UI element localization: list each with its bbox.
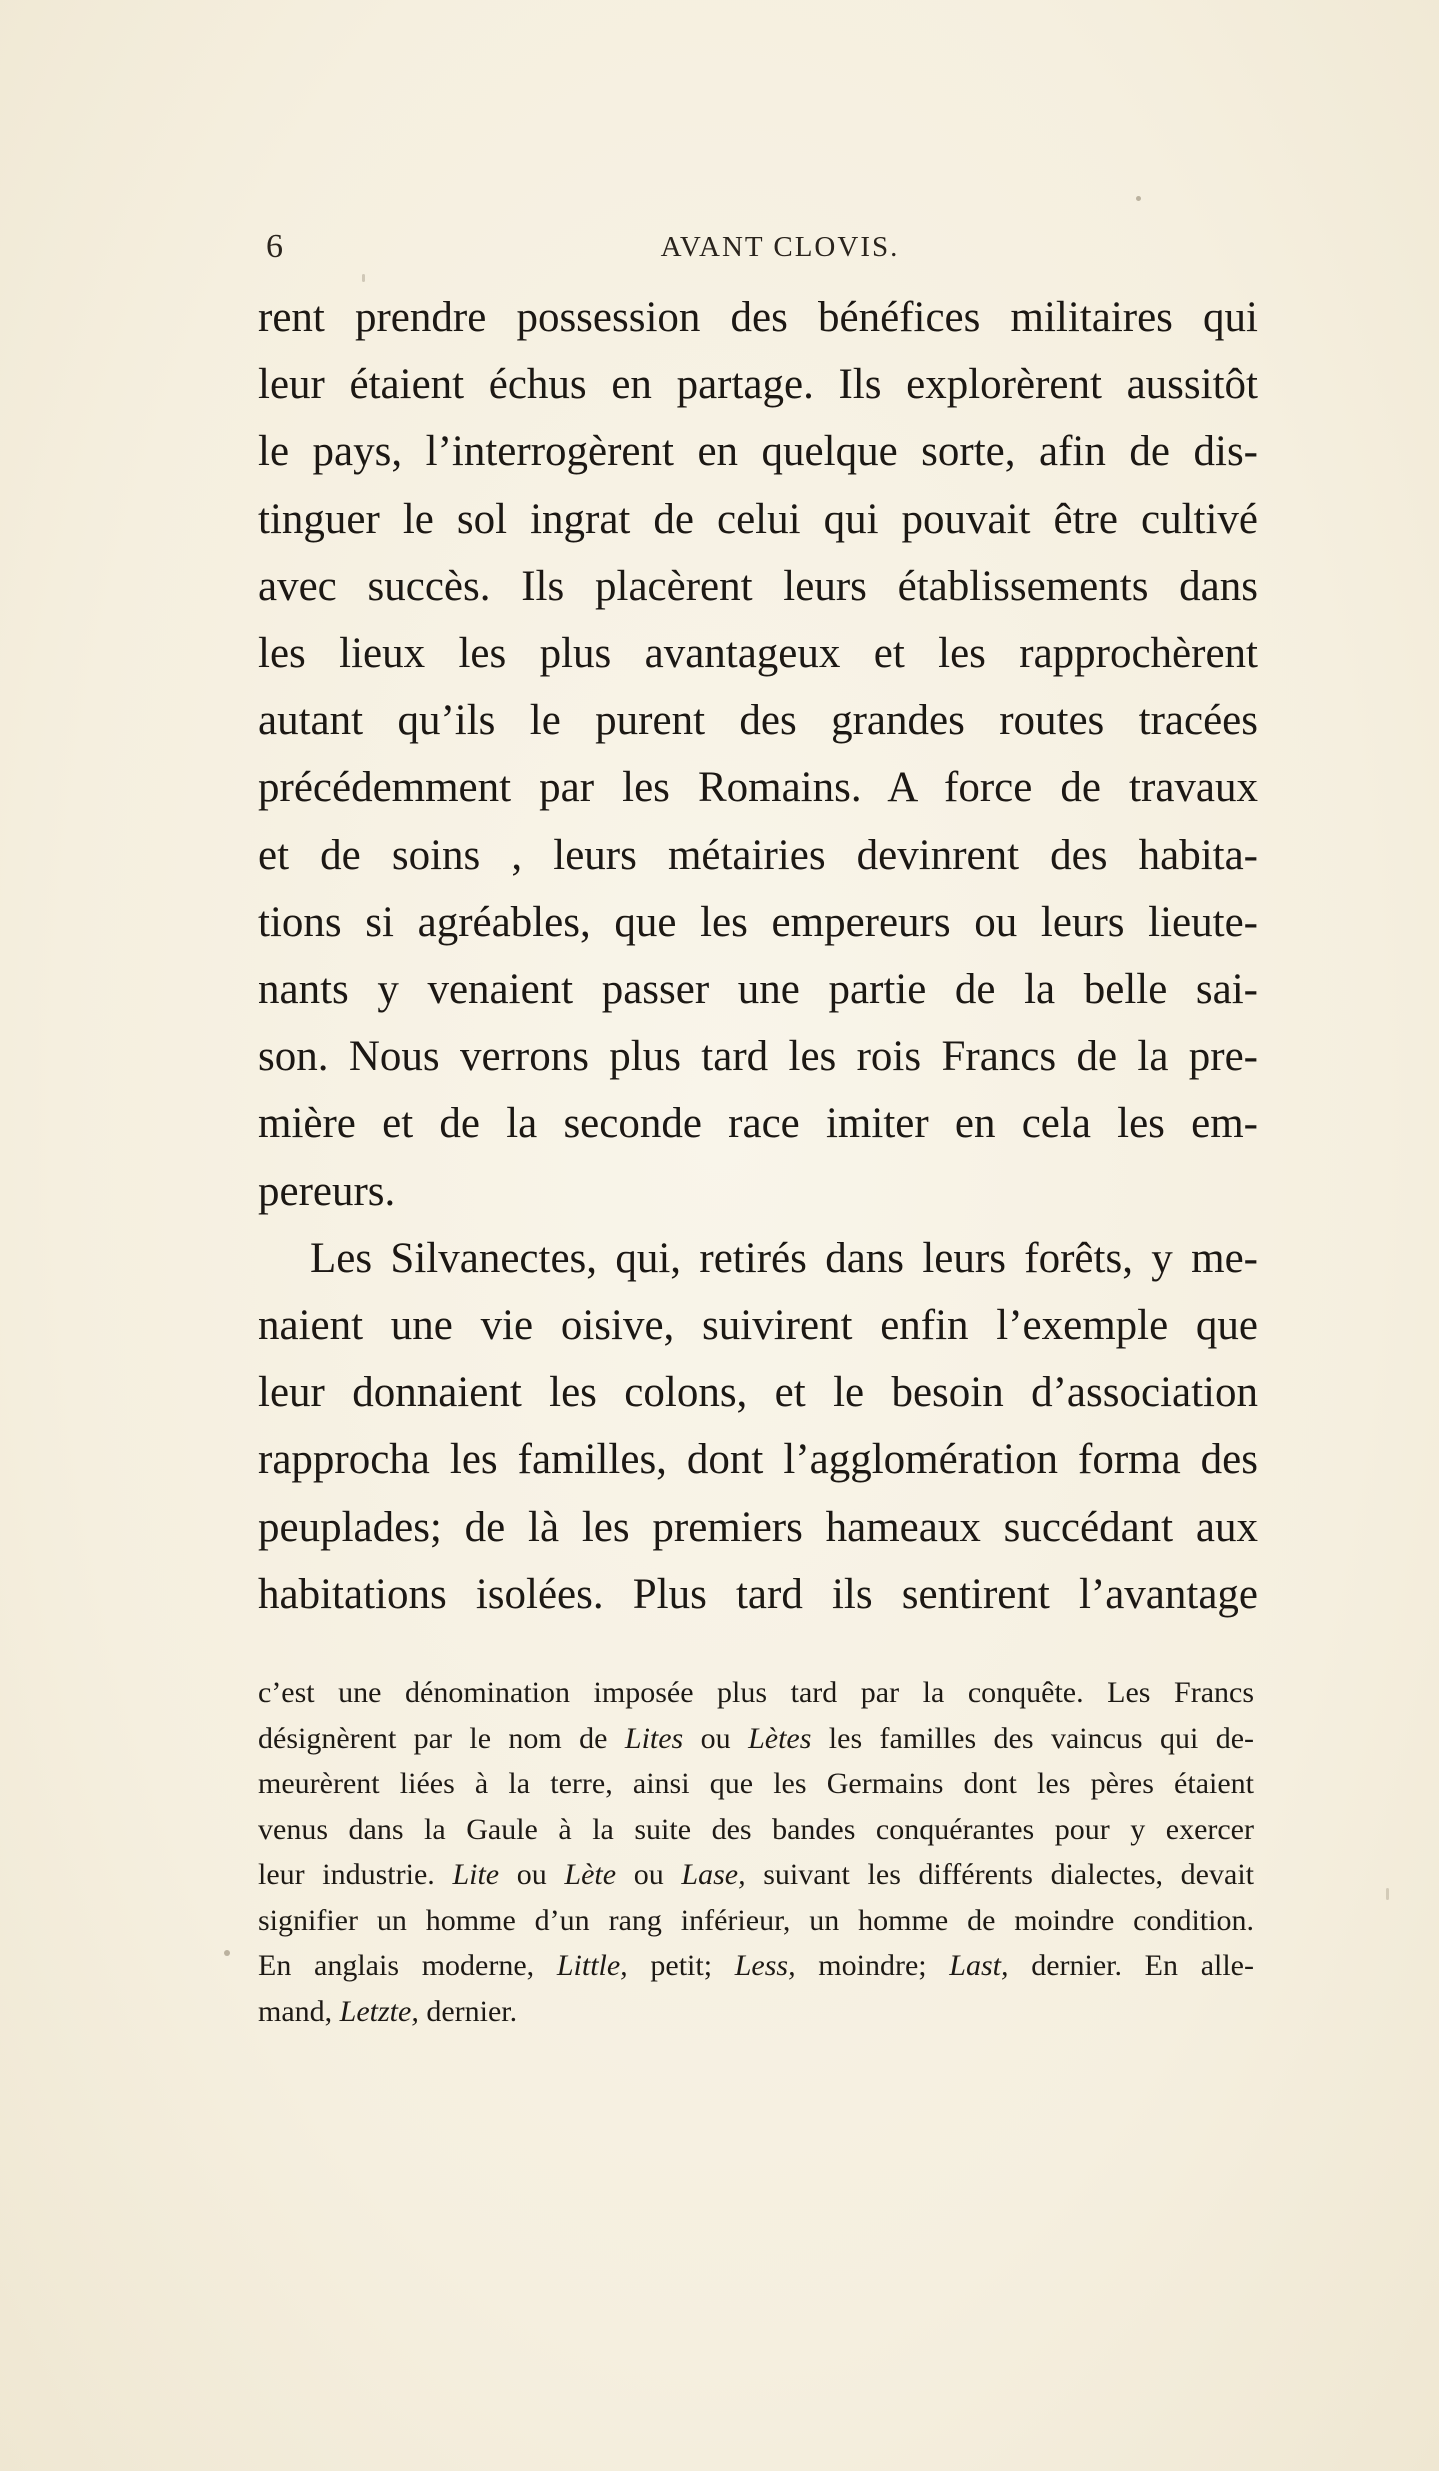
footnote-text: petit; xyxy=(627,1949,735,1982)
paragraph-1 xyxy=(258,284,1258,1225)
footnote-text: leur industrie. xyxy=(258,1858,453,1891)
running-head xyxy=(258,222,1262,272)
footnote-text: meurèrent liées à la terre, ainsi que les Germains dont les pères étaient xyxy=(258,1767,1254,1800)
footnote-italic-term: Little, xyxy=(556,1949,628,1982)
text-line: avec succès. Ils placèrent leurs établissements dans xyxy=(258,562,1258,610)
footnote-text: dernier. xyxy=(418,1994,518,2028)
text-line: pereurs. xyxy=(258,1167,396,1215)
paper-speck xyxy=(224,1950,230,1956)
footnote-text: ou xyxy=(499,1858,565,1891)
paper-speck xyxy=(1136,196,1141,201)
footnote-italic-term: Lite xyxy=(452,1858,500,1891)
text-line: naient une vie oisive, suivirent enfin l’exemple que xyxy=(258,1302,1258,1350)
text-line: peuplades; de là les premiers hameaux succédant aux xyxy=(258,1503,1258,1551)
footnote-italic-term: Lase, xyxy=(681,1858,746,1891)
text-line: précédemment par les Romains. A force de travaux xyxy=(258,764,1258,812)
text-line: habitations isolées. Plus tard ils sentirent l’avantage xyxy=(258,1570,1258,1618)
footnote-text: venus dans la Gaule à la suite des bandes conquérantes pour y exercer xyxy=(258,1812,1254,1846)
text-line: Les Silvanectes, qui, retirés dans leurs forêts, y me- xyxy=(310,1234,1258,1282)
footnote-italic-term: Lites xyxy=(624,1721,684,1755)
text-line: leur donnaient les colons, et le besoin d’association xyxy=(258,1369,1258,1417)
footnote-line xyxy=(258,1898,1254,1944)
text-line: leur étaient échus en partage. Ils explorèrent aussitôt xyxy=(258,361,1258,409)
footnote-italic-term: Last, xyxy=(949,1949,1009,1982)
footnote-text: signifier un homme d’un rang inférieur, un homme de moindre condition. xyxy=(258,1903,1254,1937)
paper-speck xyxy=(362,274,365,282)
footnote-line xyxy=(258,1716,1254,1762)
text-line: autant qu’ils le purent des grandes routes tracées xyxy=(258,697,1258,745)
text-line: rent prendre possession des bénéfices militaires qui xyxy=(258,294,1258,341)
footnote-text: En anglais moderne, xyxy=(258,1949,557,1982)
footnote-text: ou xyxy=(683,1721,749,1755)
footnote-line xyxy=(258,1852,1254,1898)
footnote-line xyxy=(258,1807,1254,1853)
footnote-italic-term: Lètes xyxy=(748,1721,812,1755)
footnote-text: ou xyxy=(616,1858,682,1891)
text-line: tinguer le sol ingrat de celui qui pouvait être cultivé xyxy=(258,495,1258,543)
footnote-text: moindre; xyxy=(795,1949,950,1982)
footnote-text: les familles des vaincus qui de- xyxy=(811,1721,1254,1755)
text-line: et de soins , leurs métairies devinrent des habita- xyxy=(258,831,1258,879)
footnote-italic-term: Letzte, xyxy=(339,1994,419,2028)
footnote-line xyxy=(258,1670,1254,1716)
footnote-text: c’est une dénomination imposée plus tard par la conquête. Les Francs xyxy=(258,1676,1254,1709)
footnote-line xyxy=(258,1989,1254,2035)
running-title: AVANT CLOVIS. xyxy=(660,231,900,263)
text-line: tions si agréables, que les empereurs ou leurs lieute- xyxy=(258,898,1258,946)
footnote-text: mand, xyxy=(258,1994,340,2028)
text-line: son. Nous verrons plus tard les rois Francs de la pre- xyxy=(258,1033,1258,1081)
footnote-line xyxy=(258,1761,1254,1807)
footnote xyxy=(258,1670,1254,2034)
text-line: nants y venaient passer une partie de la belle sai- xyxy=(258,966,1258,1014)
footnote-text: désignèrent par le nom de xyxy=(258,1721,625,1755)
footnote-text: dernier. En alle- xyxy=(1008,1949,1254,1982)
paragraph-2 xyxy=(258,1225,1258,1628)
text-line: les lieux les plus avantageux et les rapprochèrent xyxy=(258,630,1258,678)
footnote-italic-term: Less, xyxy=(734,1949,796,1982)
text-line: le pays, l’interrogèrent en quelque sorte, afin de dis- xyxy=(258,428,1258,476)
footnote-italic-term: Lète xyxy=(564,1858,617,1891)
footnote-text: suivant les différents dialectes, devait xyxy=(745,1858,1254,1891)
page-number: 6 xyxy=(266,228,283,265)
text-line: rapprocha les familles, dont l’agglomération forma des xyxy=(258,1436,1258,1484)
main-text xyxy=(258,284,1258,1628)
paper-speck xyxy=(1386,1888,1389,1900)
text-line: mière et de la seconde race imiter en cela les em- xyxy=(258,1100,1258,1148)
footnote-line xyxy=(258,1943,1254,1989)
